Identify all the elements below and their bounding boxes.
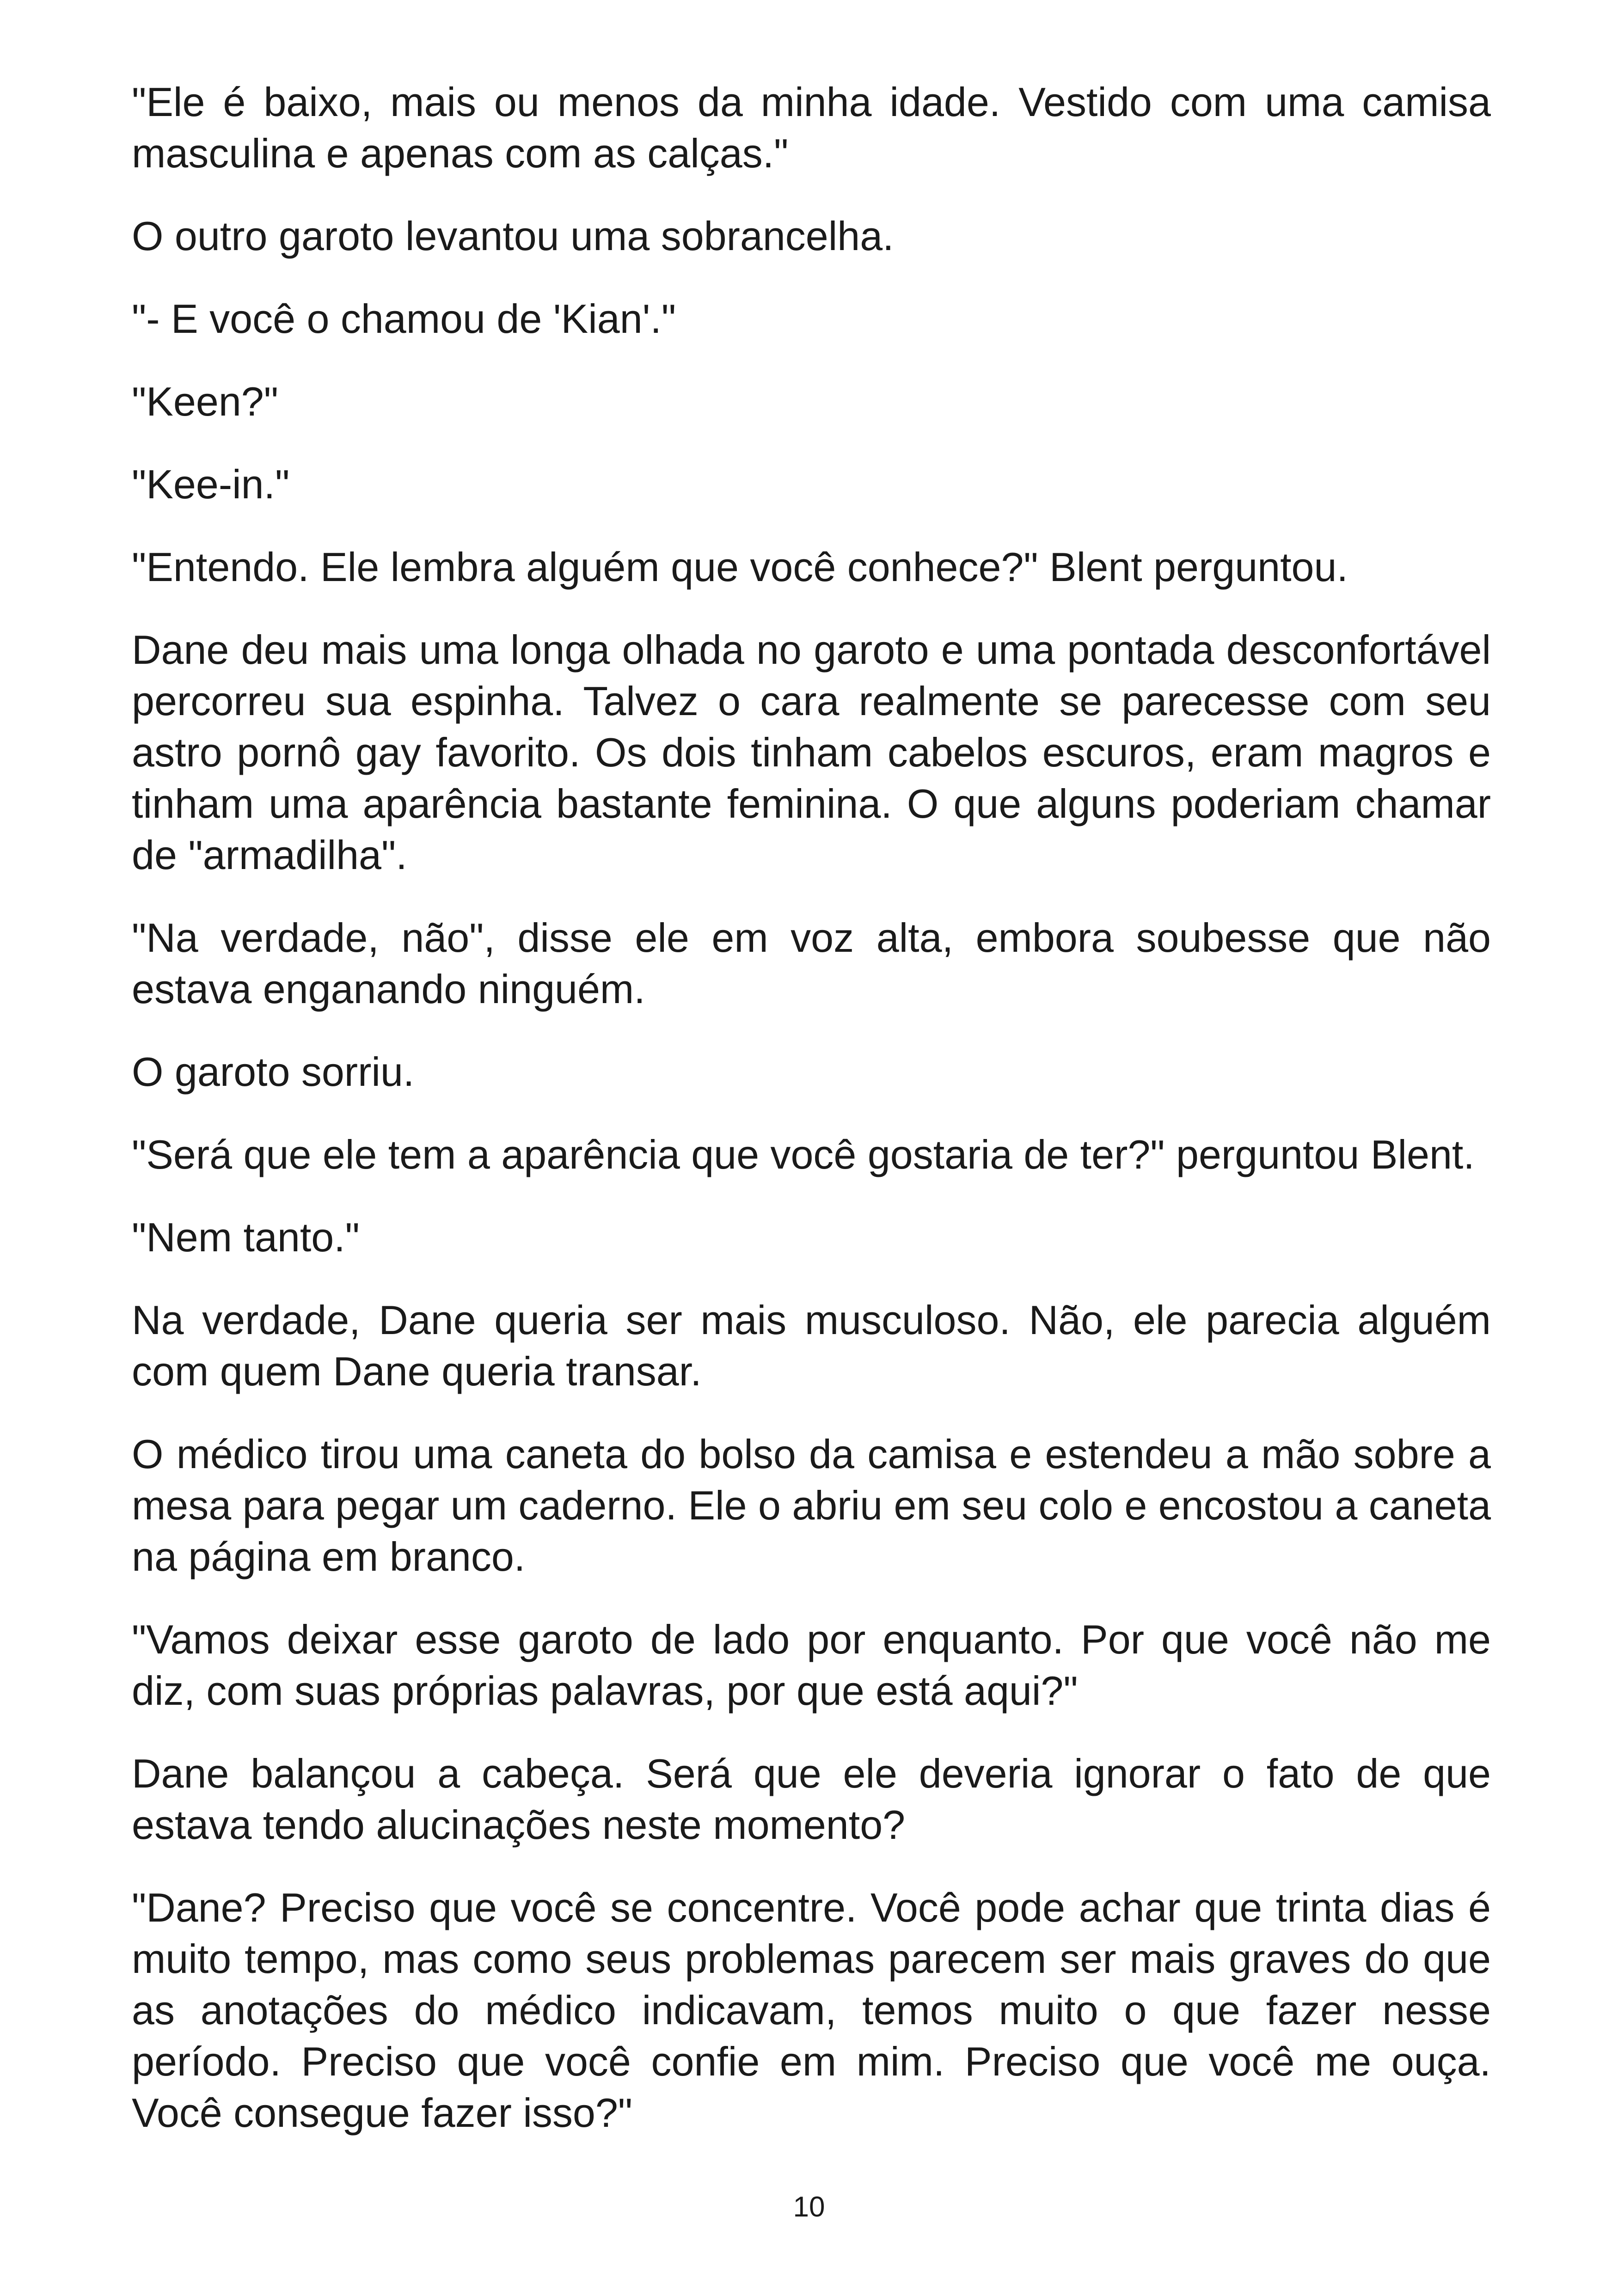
paragraph: "Kee-in."	[132, 461, 290, 507]
paragraph: "Vamos deixar esse garoto de lado por enquanto. Por que você não me diz, com suas próprias palavras, por que está aqui?"	[132, 1616, 1491, 1714]
page-number: 10	[793, 2191, 825, 2223]
paragraph: "Ele é baixo, mais ou menos da minha idade. Vestido com uma camisa masculina e apenas com as calças."	[132, 79, 1491, 176]
paragraph: "Será que ele tem a aparência que você gostaria de ter?" perguntou Blent.	[132, 1132, 1475, 1177]
paragraph: O garoto sorriu.	[132, 1049, 415, 1095]
paragraph: O outro garoto levantou uma sobrancelha.	[132, 213, 894, 259]
paragraph: "Entendo. Ele lembra alguém que você conhece?" Blent perguntou.	[132, 544, 1348, 590]
body-text	[132, 76, 1491, 2170]
paragraph: O médico tirou uma caneta do bolso da camisa e estendeu a mão sobre a mesa para pegar um caderno. Ele o abriu em seu colo e encostou a caneta na página em branco.	[132, 1431, 1491, 1580]
paragraph: Dane deu mais uma longa olhada no garoto e uma pontada desconfortável percorreu sua espinha. Talvez o cara realmente se parecesse com seu astro pornô gay favorito. Os dois tinham cabelos escuros, eram magros e tinham uma aparência bastante feminina. O que alguns poderiam chamar de "armadilha".	[132, 627, 1491, 878]
paragraph: "Nem tanto."	[132, 1214, 360, 1260]
paragraph: "Dane? Preciso que você se concentre. Você pode achar que trinta dias é muito tempo, mas como seus problemas parecem ser mais graves do que as anotações do médico indicavam, temos muito o que fazer nesse período. Preciso que você confie em mim. Preciso que você me ouça. Você consegue fazer isso?"	[132, 1885, 1491, 2136]
paragraph: Na verdade, Dane queria ser mais musculoso. Não, ele parecia alguém com quem Dane queria transar.	[132, 1297, 1491, 1394]
paragraph: "Keen?"	[132, 379, 278, 424]
paragraph: "Na verdade, não", disse ele em voz alta, embora soubesse que não estava enganando ninguém.	[132, 915, 1491, 1012]
paragraph: Dane balançou a cabeça. Será que ele deveria ignorar o fato de que estava tendo alucinações neste momento?	[132, 1751, 1491, 1848]
paragraph: "- E você o chamou de 'Kian'."	[132, 296, 676, 342]
